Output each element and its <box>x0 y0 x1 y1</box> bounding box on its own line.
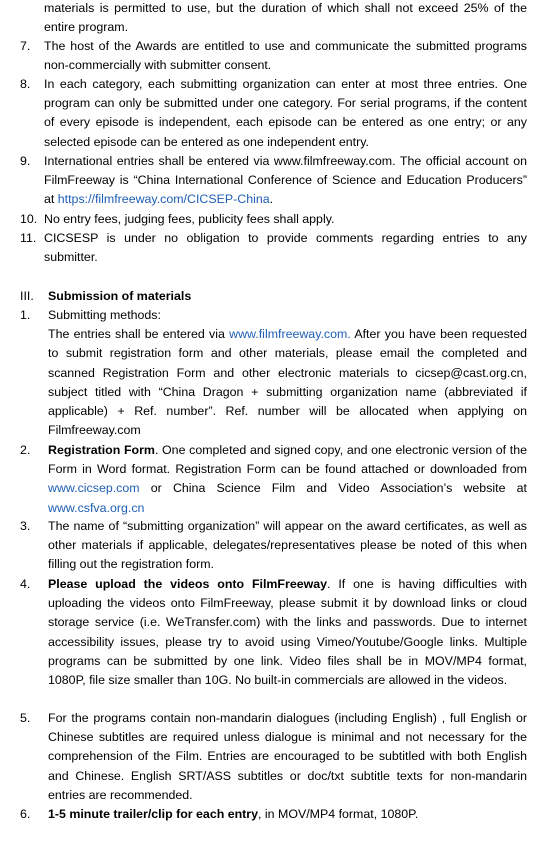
list-item-10 <box>20 210 527 229</box>
section-number: III. <box>20 289 34 303</box>
item-number: 5. <box>20 711 31 725</box>
item-text-part: . If one is having difficulties with uploading the videos onto FilmFreeway, please submit it by download links or cloud storage service (i.e. WeTransfer.com) with the links and passwords. Due to internet accessibility issues, please try to avoid using Vimeo/Youtube/Google links. Multiple programs can be submitted by one link. Video files shall be in MOV/MP4 format, 1080P, file size smaller than 10G. No built-in commercials are allowed in the videos. <box>48 577 527 688</box>
item-number: 8. <box>20 77 31 91</box>
item-text: CICSESP is under no obligation to provide comments regarding entries to any submitter. <box>44 231 527 265</box>
item-text <box>48 441 527 518</box>
list-item-9 <box>20 152 527 210</box>
item-bold-title: Registration Form <box>48 443 155 457</box>
section-heading <box>20 287 527 306</box>
item-number: 11. <box>20 231 37 245</box>
item-number: 7. <box>20 39 31 53</box>
item-text <box>48 575 527 690</box>
cicsep-link[interactable]: www.cicsep.com <box>48 481 140 496</box>
item-text-part: . One completed and signed copy, and one electronic version of the Form in Word format. Registration Form can be found attached or downloaded from <box>48 443 527 477</box>
item-bold-title: Please upload the videos onto FilmFreeway <box>48 577 328 591</box>
item-text: The name of “submitting organization” will appear on the award certificates, as well as other materials if applicable, delegates/representatives please be noted of this when filling out the registration form. <box>48 519 527 572</box>
item-text-part: or China Science Film and Video Association’s website at <box>139 481 527 496</box>
csfva-link[interactable]: www.csfva.org.cn <box>48 500 145 515</box>
item-text <box>48 805 527 824</box>
list-item-8 <box>20 75 527 152</box>
list-item-7 <box>20 37 527 75</box>
submission-item-6 <box>20 805 527 824</box>
list-item-continued <box>20 0 527 37</box>
item-text <box>48 325 527 440</box>
item-text-part: The entries shall be entered via <box>48 327 230 342</box>
item-text-part: International entries shall be entered via www.filmfreeway.com. The official account on FilmFreeway is “China International Conference of Science and Education Producers” at <box>44 154 527 207</box>
item-number: 2. <box>20 443 31 457</box>
list-item-11 <box>20 229 527 267</box>
filmfreeway-account-link[interactable]: https://filmfreeway.com/CICSEP-China <box>57 192 270 207</box>
item-number: 6. <box>20 807 31 821</box>
item-text: For the programs contain non-mandarin dialogues (including English) , full English or Chinese subtitles are required unless dialogue is minimal and not necessary for the comprehension of the Film. Entries are encouraged to be subtitled with both English and Chinese. English SRT/ASS subtitles or doc/txt subtitle texts for non-mandarin entries are recommended. <box>48 711 527 802</box>
submission-item-3 <box>20 517 527 575</box>
submission-item-4 <box>20 575 527 690</box>
item-number: 1. <box>20 308 31 322</box>
item-text: In each category, each submitting organization can enter at most three entries. One program can only be submitted under one category. For serial programs, if the content of every episode is independent, each episode can be entered as one entry; or any selected episode can be entered as one independent entry. <box>44 77 527 149</box>
item-text: No entry fees, judging fees, publicity fees shall apply. <box>44 212 335 226</box>
filmfreeway-link[interactable]: www.filmfreeway.com. <box>229 327 351 342</box>
item-text-part: , in MOV/MP4 format, 1080P. <box>258 807 419 821</box>
item-title: Submitting methods: <box>48 308 161 322</box>
item-text: The host of the Awards are entitled to use and communicate the submitted programs non-commercially with submitter consent. <box>44 39 527 73</box>
item-number: 9. <box>20 154 31 168</box>
item-text: materials is permitted to use, but the duration of which shall not exceed 25% of the entire program. <box>44 1 527 35</box>
item-number: 3. <box>20 519 31 533</box>
item-number: 10. <box>20 212 38 226</box>
item-text <box>44 152 527 210</box>
submission-item-5 <box>20 709 527 805</box>
item-bold-title: 1-5 minute trailer/clip for each entry <box>48 807 259 821</box>
section-title: Submission of materials <box>48 289 192 303</box>
submission-item-2 <box>20 441 527 518</box>
submission-item-1 <box>20 306 527 440</box>
item-text-part: . <box>269 192 274 207</box>
item-text-part: After you have been requested to submit registration form and other materials, please email the completed and scanned Registration Form and other electronic materials to cicsep@cast.org.cn, subject titled with “China Dragon + submitting organization name (abbreviated if applicable) + Ref. number”. Ref. number will be allocated when applying on Filmfreeway.com <box>48 327 528 438</box>
item-number: 4. <box>20 577 31 591</box>
